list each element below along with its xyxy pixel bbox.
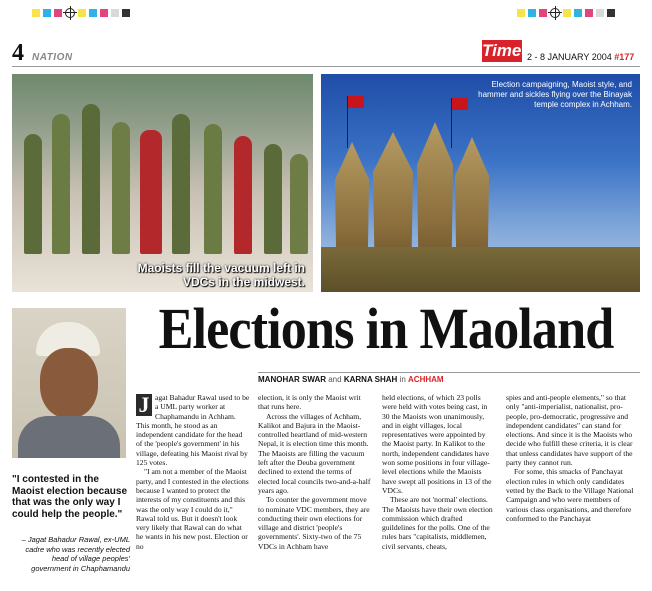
- byline: [258, 375, 508, 384]
- hillside-ground: [321, 247, 640, 292]
- column-text: election, it is only the Maoist writ that runs here.: [258, 393, 361, 412]
- issue-number: #177: [614, 52, 635, 62]
- article-column-3: [382, 393, 496, 591]
- column-text: To counter the government move to nominate VDC members, they are conducting their own elections for village and district 'people's governments'. Sixty-two of the 75 VDCs in Achham have: [258, 495, 370, 551]
- left-photo-caption: Maoists fill the vacuum left in VDCs in the midwest.: [137, 261, 305, 289]
- pull-quote-attribution: – Jagat Bahadur Rawal, ex-UML cadre who was recently elected head of village peoples' government in Chaphamandu: [21, 535, 130, 573]
- byline-conjunction: and: [328, 375, 342, 384]
- section-label: NATION: [32, 52, 73, 63]
- header-rule: [12, 66, 640, 67]
- column-text: These are not 'normal' elections. The Maoists have their own election commission which drafted guildelines for the polls. One of the rules bars "capitalists, middlemen, civil servants, cheats,: [382, 495, 493, 551]
- registration-target-icon: [550, 8, 560, 18]
- byline-rule: [258, 372, 640, 373]
- registration-marks-right: [517, 8, 615, 17]
- page-number: 4: [12, 40, 24, 66]
- byline-location: ACHHAM: [408, 375, 444, 384]
- drop-cap: J: [136, 394, 152, 416]
- article-column-1: [136, 393, 250, 591]
- issue-date: 2 - 8 JANUARY 2004: [527, 52, 612, 62]
- article-headline: Elections in Maoland: [158, 296, 614, 361]
- column-text: held elections, of which 23 polls were held with votes being cast, in 30 the Maoists won unanimously, and in eight villages, local representatives were appointed by the Maoist party. In Kalikot to the north, independent candidates have won some positions in four village-level elections while the Maoists have swept all positions in 13 of the VDCs.: [382, 393, 492, 495]
- column-text: spies and anti-people elements," so that only "anti-imperialist, nationalist, pro-people, pro-democratic, progressive and independent candidates" can stand for elections. And since it is the Maoists who decide who fulfill these criteria, it is clear that unless candidates have support of the party they cannot run.: [506, 393, 633, 468]
- column-text: Across the villages of Achham, Kalikot and Bajura in the Maoist-controlled heartland of mid-western Nepal, it is election time this month. The Maoists are filling the vacuum left after the Deuba government declined to extend the terms of elected local councils two-and-a-half years ago.: [258, 411, 371, 495]
- byline-author: KARNA SHAH: [343, 375, 398, 384]
- byline-author: MANOHAR SWAR: [258, 375, 326, 384]
- issue-dateline: [527, 52, 634, 62]
- column-text: For some, this smacks of Panchayat election rules in which only candidates vetted by the Back to the Village National Campaign and who were members of various class organisations, and therefore conformed to the Panchayat: [506, 467, 634, 523]
- candidate-portrait-photo: [12, 308, 126, 458]
- column-text: agat Bahadur Rawal used to be a UML party worker at Chaphamandu in Achham. This month, he stood as an independent candidate for the head of the 'people's government' in his village, defeating his Maoist rival by 125 votes.: [136, 393, 250, 468]
- maoists-marching-photo: [12, 74, 313, 292]
- right-photo-caption: Election campaigning, Maoist style, and hammer and sickles flying over the Binayak temple complex in Achham.: [478, 80, 632, 109]
- pull-quote: "I contested in the Maoist election because that was the only way I could help the people.": [12, 474, 128, 520]
- article-column-4: [506, 393, 640, 591]
- byline-preposition: in: [399, 375, 406, 384]
- registration-target-icon: [65, 8, 75, 18]
- registration-marks-left: [32, 8, 130, 17]
- publication-logo: Times: [482, 41, 531, 60]
- column-text: "I am not a member of the Maoist party, and I contested in the elections because I wanted to protect the interests of my constituents and this was the only way I could do it," Rawal told us. But it doesn't look very likely that Rawal can do what he wants in his new post. Election or no: [136, 467, 249, 551]
- article-column-2: [258, 393, 372, 591]
